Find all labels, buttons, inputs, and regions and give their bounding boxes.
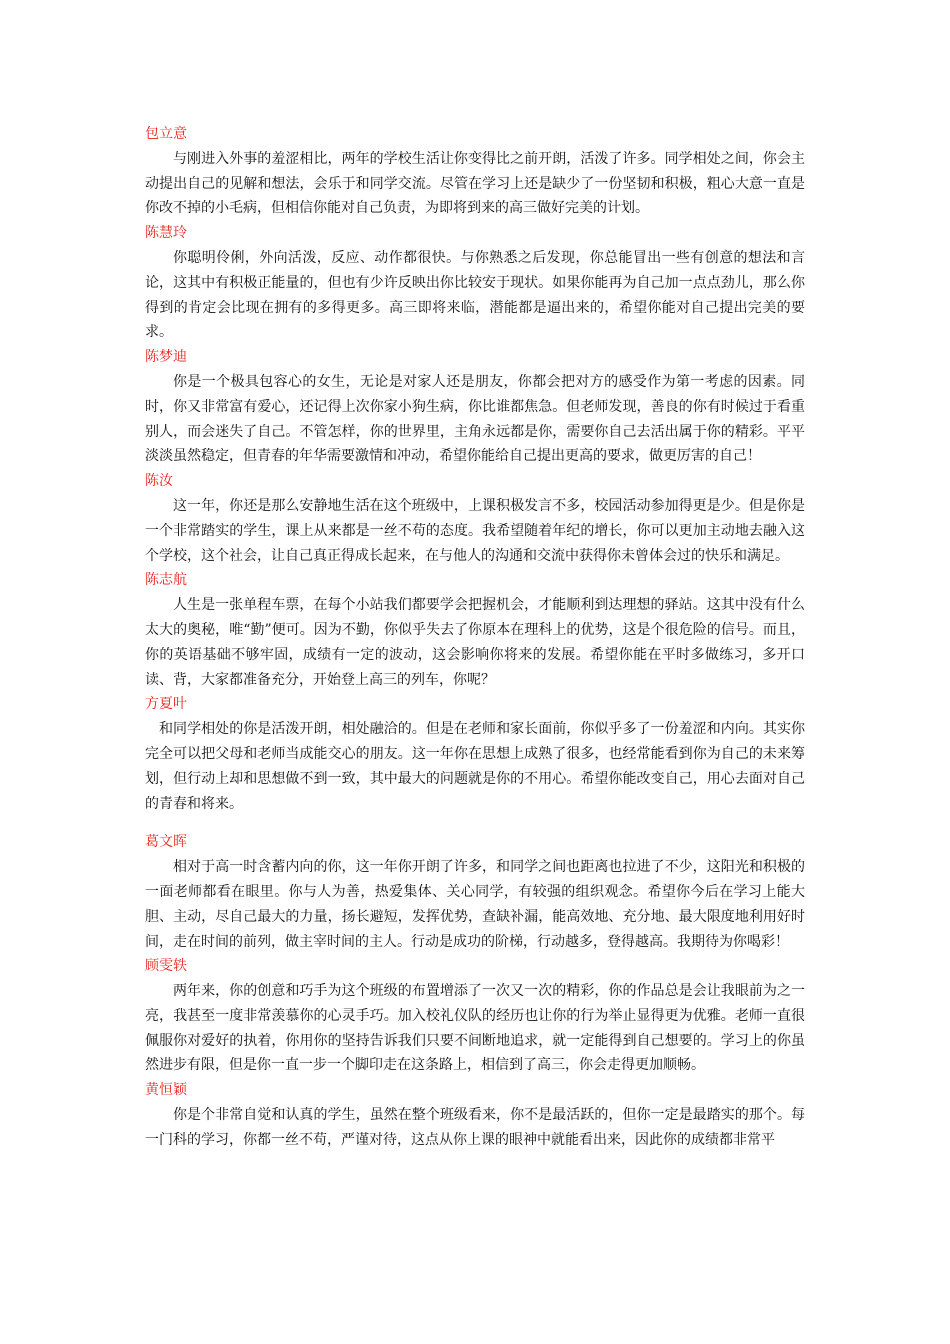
student-entry	[145, 221, 805, 345]
student-name: 顾雯轶	[145, 958, 187, 975]
student-comment: 这一年，你还是那么安静地生活在这个班级中，上课积极发言不多，校园活动参加得更是少。但是你是一个非常踏实的学生，课上从来都是一丝不苟的态度。我希望随着年纪的增长，你可以更加主动地去融入这个学校，这个社会，让自己真正得成长起来，在与他人的沟通和交流中获得你未曾体会过的快乐和满足。	[145, 497, 805, 564]
student-entry	[145, 568, 805, 692]
student-comment: 你聪明伶俐，外向活泼，反应、动作都很快。与你熟悉之后发现，你总能冒出一些有创意的想法和言论，这其中有积极正能量的，但也有少许反映出你比较安于现状。如果你能再为自己加一点点劲儿，那么你得到的肯定会比现在拥有的多得更多。高三即将来临，潜能都是逼出来的，希望你能对自己提出完美的要求。	[145, 249, 805, 341]
paragraph-gap	[145, 816, 805, 830]
student-entry	[145, 954, 805, 1078]
document-page	[145, 122, 805, 1153]
student-comment: 你是一个极具包容心的女生，无论是对家人还是朋友，你都会把对方的感受作为第一考虑的因素。同时，你又非常富有爱心，还记得上次你家小狗生病，你比谁都焦急。但老师发现，善良的你有时候过于看重别人，而会迷失了自己。不管怎样，你的世界里，主角永远都是你，需要你自己去活出属于你的精彩。平平淡淡虽然稳定，但青春的年华需要激情和冲动，希望你能给自己提出更高的要求，做更厉害的自己！	[145, 373, 805, 465]
student-name: 陈志航	[145, 572, 187, 589]
student-entry	[145, 469, 805, 568]
student-entry	[145, 692, 805, 816]
student-name: 葛文晖	[145, 834, 187, 851]
student-comment: 两年来，你的创意和巧手为这个班级的布置增添了一次又一次的精彩，你的作品总是会让我眼前为之一亮，我甚至一度非常羡慕你的心灵手巧。加入校礼仪队的经历也让你的行为举止显得更为优雅。老师一直很佩服你对爱好的执着，你用你的坚持告诉我们只要不间断地追求，就一定能得到自己想要的。学习上的你虽然进步有限，但是你一直一步一个脚印走在这条路上，相信到了高三，你会走得更加顺畅。	[145, 983, 805, 1074]
student-name: 陈梦迪	[145, 349, 187, 366]
student-comment: 相对于高一时含蓄内向的你，这一年你开朗了许多，和同学之间也距离也拉进了不少，这阳光和积极的一面老师都看在眼里。你与人为善，热爱集体、关心同学，有较强的组织观念。希望你今后在学习上能大胆、主动，尽自己最大的力量，扬长避短，发挥优势，查缺补漏，能高效地、充分地、最大限度地利用好时间，走在时间的前列，做主宰时间的主人。行动是成功的阶梯，行动越多，登得越高。我期待为你喝彩！	[145, 859, 805, 950]
student-entry	[145, 1078, 805, 1152]
student-comment: 与刚进入外事的羞涩相比，两年的学校生活让你变得比之前开朗，活泼了许多。同学相处之间，你会主动提出自己的见解和想法，会乐于和同学交流。尽管在学习上还是缺少了一份坚韧和积极，粗心大意一直是你改不掉的小毛病，但相信你能对自己负责，为即将到来的高三做好完美的计划。	[145, 150, 805, 217]
student-name: 黄恒颖	[145, 1082, 187, 1099]
student-entry	[145, 345, 805, 469]
student-name: 陈汝	[145, 473, 173, 490]
student-entry	[145, 122, 805, 221]
student-name: 方夏叶	[145, 696, 187, 713]
student-name: 包立意	[145, 126, 187, 142]
student-name: 陈慧玲	[145, 225, 187, 242]
student-comment: 和同学相处的你是活泼开朗，相处融洽的。但是在老师和家长面前，你似乎多了一份羞涩和内向。其实你完全可以把父母和老师当成能交心的朋友。这一年你在思想上成熟了很多，也经常能看到你为自己的未来筹划，但行动上却和思想做不到一致，其中最大的问题就是你的不用心。希望你能改变自己，用心去面对自己的青春和将来。	[145, 721, 805, 812]
student-comment: 你是个非常自觉和认真的学生，虽然在整个班级看来，你不是最活跃的，但你一定是最踏实的那个。每一门科的学习，你都一丝不苟，严谨对待，这点从你上课的眼神中就能看出来，因此你的成绩都非常平	[145, 1107, 805, 1148]
student-entry	[145, 830, 805, 954]
student-comment: 人生是一张单程车票，在每个小站我们都要学会把握机会，才能顺利到达理想的驿站。这其中没有什么太大的奥秘，唯“勤”便可。因为不勤，你似乎失去了你原本在理科上的优势，这是个很危险的信号。而且，你的英语基础不够牢固，成绩有一定的波动，这会影响你将来的发展。希望你能在平时多做练习，多开口读、背，大家都准备充分，开始登上高三的列车，你呢？	[145, 597, 805, 688]
